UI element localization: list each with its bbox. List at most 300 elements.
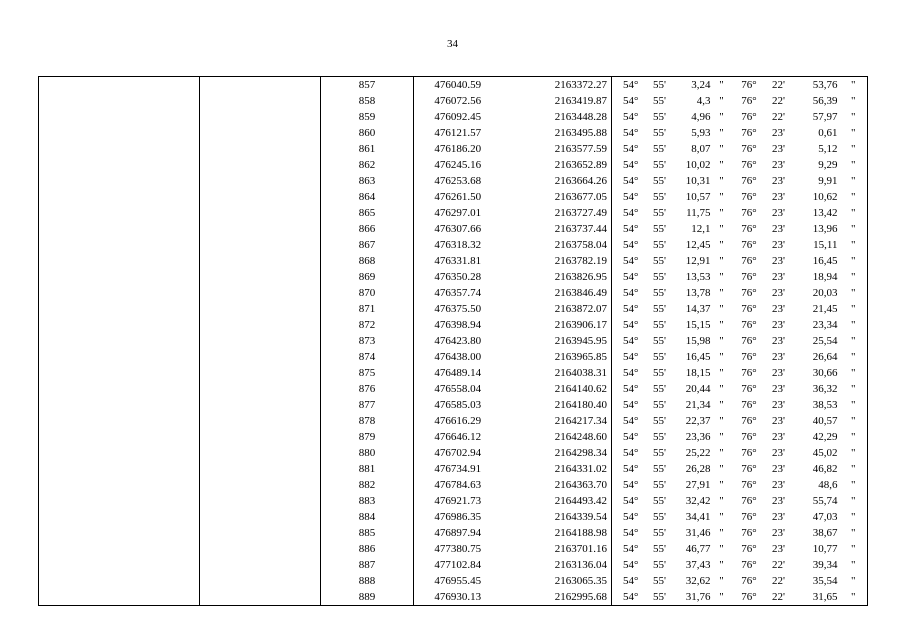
latitude-seconds-mark: ": [719, 271, 724, 283]
empty-cell: [200, 301, 321, 317]
latitude-seconds: 5,93: [691, 127, 711, 139]
y-coordinate: 2164339.54: [502, 509, 612, 525]
latitude-degrees: 54°: [623, 463, 639, 475]
x-coordinate: 476121.57: [434, 127, 482, 139]
longitude-minutes: 22': [772, 575, 785, 587]
longitude-seconds: 13,96: [812, 223, 838, 235]
longitude-degrees: 76°: [741, 527, 757, 539]
point-number: 888: [321, 573, 414, 589]
x-coordinate: 476350.28: [434, 271, 482, 283]
y-coordinate: 2164188.98: [502, 525, 612, 541]
longitude-minutes: 22': [772, 111, 785, 123]
longitude-seconds: 38,67: [812, 527, 838, 539]
latitude-minutes: 55': [653, 575, 666, 587]
latitude-degrees: 54°: [623, 207, 639, 219]
longitude-seconds: 38,53: [812, 399, 838, 411]
latitude-minutes: 55': [653, 351, 666, 363]
y-coordinate: 2162995.68: [502, 589, 612, 606]
longitude-minutes: 23': [772, 191, 785, 203]
latitude-degrees: 54°: [623, 255, 639, 267]
y-coordinate: 2164363.70: [502, 477, 612, 493]
latitude-seconds: 12,91: [685, 255, 711, 267]
latitude-seconds: 32,42: [685, 495, 711, 507]
longitude-degrees: 76°: [741, 495, 757, 507]
longitude-minutes: 23': [772, 319, 785, 331]
longitude-degrees: 76°: [741, 223, 757, 235]
empty-cell: [39, 109, 200, 125]
table-row: [39, 509, 868, 525]
y-coordinate: 2163758.04: [502, 237, 612, 253]
longitude-seconds-mark: ": [840, 541, 868, 557]
empty-cell: [200, 317, 321, 333]
latitude-seconds-mark: ": [719, 575, 724, 587]
empty-cell: [200, 509, 321, 525]
longitude-seconds-mark: ": [840, 381, 868, 397]
y-coordinate: 2163701.16: [502, 541, 612, 557]
point-number: 878: [321, 413, 414, 429]
empty-cell: [200, 525, 321, 541]
empty-cell: [200, 333, 321, 349]
y-coordinate: 2163577.59: [502, 141, 612, 157]
empty-cell: [39, 541, 200, 557]
longitude-seconds: 25,54: [812, 335, 838, 347]
y-coordinate: 2163846.49: [502, 285, 612, 301]
longitude-minutes: 23': [772, 303, 785, 315]
latitude-minutes: 55': [653, 447, 666, 459]
longitude-seconds: 18,94: [812, 271, 838, 283]
latitude-degrees: 54°: [623, 431, 639, 443]
longitude-degrees: 76°: [731, 589, 768, 606]
empty-cell: [39, 205, 200, 221]
empty-cell: [39, 141, 200, 157]
point-number: 875: [321, 365, 414, 381]
longitude-seconds-mark: ": [840, 317, 868, 333]
table-row: [39, 125, 868, 141]
latitude-seconds: 10,02: [685, 159, 711, 171]
empty-cell: [39, 477, 200, 493]
longitude-seconds: 30,66: [812, 367, 838, 379]
longitude-seconds-mark: ": [840, 93, 868, 109]
latitude-seconds-mark: ": [719, 191, 724, 203]
longitude-minutes: 23': [772, 127, 785, 139]
longitude-seconds-mark: ": [840, 477, 868, 493]
longitude-seconds-mark: ": [840, 397, 868, 413]
x-coordinate: 476331.81: [434, 255, 482, 267]
empty-cell: [200, 573, 321, 589]
y-coordinate: 2163826.95: [502, 269, 612, 285]
longitude-seconds: 9,29: [818, 159, 838, 171]
latitude-seconds-mark: ": [719, 383, 724, 395]
table-row: [39, 333, 868, 349]
empty-cell: [39, 557, 200, 573]
empty-cell: [39, 509, 200, 525]
y-coordinate: 2164493.42: [502, 493, 612, 509]
longitude-degrees: 76°: [741, 463, 757, 475]
latitude-minutes: 55': [653, 127, 666, 139]
longitude-seconds-mark: ": [840, 333, 868, 349]
latitude-seconds: 15,15: [685, 319, 711, 331]
longitude-seconds: 47,03: [812, 511, 838, 523]
latitude-minutes: 55': [653, 255, 666, 267]
longitude-seconds-mark: ": [840, 189, 868, 205]
latitude-seconds-mark: ": [719, 527, 724, 539]
empty-cell: [200, 189, 321, 205]
latitude-degrees: 54°: [623, 95, 639, 107]
x-coordinate: 476784.63: [434, 479, 482, 491]
empty-cell: [39, 445, 200, 461]
latitude-minutes: 55': [653, 399, 666, 411]
longitude-seconds: 13,42: [812, 207, 838, 219]
empty-cell: [39, 125, 200, 141]
y-coordinate: 2163372.27: [502, 77, 612, 94]
latitude-seconds-mark: ": [719, 543, 724, 555]
latitude-seconds: 15,98: [685, 335, 711, 347]
empty-cell: [39, 573, 200, 589]
point-number: 886: [321, 541, 414, 557]
latitude-minutes: 55': [650, 589, 670, 606]
longitude-seconds-mark: ": [840, 349, 868, 365]
longitude-degrees: 76°: [741, 159, 757, 171]
latitude-minutes: 55': [653, 479, 666, 491]
longitude-seconds-mark: ": [840, 493, 868, 509]
latitude-minutes: 55': [653, 463, 666, 475]
longitude-minutes: 22': [768, 77, 790, 94]
empty-cell: [200, 125, 321, 141]
point-number: 870: [321, 285, 414, 301]
table-row: [39, 349, 868, 365]
latitude-minutes: 55': [653, 111, 666, 123]
y-coordinate: 2164038.31: [502, 365, 612, 381]
longitude-seconds: 20,03: [812, 287, 838, 299]
longitude-seconds: 56,39: [812, 95, 838, 107]
longitude-degrees: 76°: [741, 335, 757, 347]
point-number: 871: [321, 301, 414, 317]
y-coordinate: 2164331.02: [502, 461, 612, 477]
x-coordinate: 476921.73: [434, 495, 482, 507]
longitude-degrees: 76°: [741, 319, 757, 331]
y-coordinate: 2163664.26: [502, 173, 612, 189]
y-coordinate: 2163448.28: [502, 109, 612, 125]
point-number: 882: [321, 477, 414, 493]
longitude-degrees: 76°: [741, 399, 757, 411]
y-coordinate: 2163495.88: [502, 125, 612, 141]
longitude-seconds-mark: ": [840, 301, 868, 317]
latitude-seconds-mark: ": [719, 351, 724, 363]
point-number: 885: [321, 525, 414, 541]
table-row: [39, 573, 868, 589]
latitude-degrees: 54°: [623, 543, 639, 555]
latitude-degrees: 54°: [623, 223, 639, 235]
x-coordinate: 476986.35: [434, 511, 482, 523]
longitude-seconds: 5,12: [818, 143, 838, 155]
latitude-minutes: 55': [653, 223, 666, 235]
longitude-minutes: 23': [772, 399, 785, 411]
latitude-seconds-mark: ": [719, 335, 724, 347]
latitude-minutes: 55': [653, 191, 666, 203]
longitude-degrees: 76°: [741, 575, 757, 587]
table-row: [39, 397, 868, 413]
empty-cell: [200, 77, 321, 94]
longitude-degrees: 76°: [741, 303, 757, 315]
latitude-seconds-mark: ": [719, 111, 724, 123]
point-number: 863: [321, 173, 414, 189]
longitude-degrees: 76°: [741, 143, 757, 155]
latitude-seconds-mark: ": [719, 399, 724, 411]
latitude-seconds: 32,62: [685, 575, 711, 587]
x-coordinate: 476558.04: [434, 383, 482, 395]
empty-cell: [200, 461, 321, 477]
longitude-minutes: 23': [772, 287, 785, 299]
longitude-degrees: 76°: [741, 447, 757, 459]
empty-cell: [200, 157, 321, 173]
latitude-degrees: 54°: [623, 239, 639, 251]
longitude-degrees: 76°: [741, 287, 757, 299]
x-coordinate: 476186.20: [434, 143, 482, 155]
latitude-seconds-mark: ": [719, 303, 724, 315]
point-number: 883: [321, 493, 414, 509]
empty-cell: [39, 493, 200, 509]
longitude-seconds: 10,77: [812, 543, 838, 555]
empty-cell: [39, 365, 200, 381]
latitude-degrees: 54°: [623, 511, 639, 523]
point-number: 868: [321, 253, 414, 269]
table-row: [39, 429, 868, 445]
latitude-degrees: 54°: [623, 287, 639, 299]
x-coordinate: 476297.01: [434, 207, 482, 219]
longitude-degrees: 76°: [741, 191, 757, 203]
y-coordinate: 2163737.44: [502, 221, 612, 237]
latitude-degrees: 54°: [623, 495, 639, 507]
longitude-seconds-mark: ": [840, 141, 868, 157]
longitude-minutes: 23': [772, 223, 785, 235]
empty-cell: [200, 365, 321, 381]
table-row: [39, 589, 868, 606]
y-coordinate: 2163872.07: [502, 301, 612, 317]
point-number: 880: [321, 445, 414, 461]
longitude-minutes: 23': [772, 479, 785, 491]
x-coordinate: 476072.56: [434, 95, 482, 107]
longitude-degrees: 76°: [741, 207, 757, 219]
longitude-degrees: 76°: [741, 415, 757, 427]
latitude-minutes: 55': [653, 239, 666, 251]
latitude-seconds: 13,53: [685, 271, 711, 283]
longitude-seconds-mark: ": [840, 557, 868, 573]
latitude-degrees: 54°: [623, 143, 639, 155]
empty-cell: [200, 93, 321, 109]
table-row: [39, 493, 868, 509]
table-row: [39, 189, 868, 205]
table-row: [39, 237, 868, 253]
empty-cell: [39, 429, 200, 445]
longitude-minutes: 23': [772, 351, 785, 363]
latitude-seconds: 37,43: [685, 559, 711, 571]
latitude-seconds: 11,75: [686, 207, 711, 219]
empty-cell: [200, 429, 321, 445]
longitude-degrees: 76°: [741, 127, 757, 139]
empty-cell: [200, 221, 321, 237]
latitude-seconds-mark: ": [719, 479, 724, 491]
longitude-seconds: 31,65: [790, 589, 840, 606]
point-number: 861: [321, 141, 414, 157]
x-coordinate: 476955.45: [434, 575, 482, 587]
latitude-degrees: 54°: [623, 175, 639, 187]
point-number: 887: [321, 557, 414, 573]
x-coordinate: 476261.50: [434, 191, 482, 203]
longitude-seconds-mark: ": [840, 269, 868, 285]
latitude-degrees: 54°: [623, 479, 639, 491]
latitude-seconds: 20,44: [685, 383, 711, 395]
point-number: 862: [321, 157, 414, 173]
empty-cell: [39, 221, 200, 237]
latitude-seconds-mark: ": [719, 415, 724, 427]
longitude-seconds-mark: ": [840, 125, 868, 141]
x-coordinate: 476423.80: [434, 335, 482, 347]
longitude-seconds-mark: ": [840, 205, 868, 221]
longitude-seconds: 46,82: [812, 463, 838, 475]
empty-cell: [200, 397, 321, 413]
latitude-minutes: 55': [653, 383, 666, 395]
latitude-minutes: 55': [653, 559, 666, 571]
longitude-seconds-mark: ": [840, 237, 868, 253]
latitude-degrees: 54°: [623, 127, 639, 139]
latitude-seconds: 12,45: [685, 239, 711, 251]
longitude-minutes: 23': [772, 367, 785, 379]
coordinates-table: [38, 76, 868, 606]
longitude-seconds-mark: ": [840, 109, 868, 125]
latitude-seconds-mark: ": [719, 239, 724, 251]
latitude-seconds: 8,07: [691, 143, 711, 155]
longitude-minutes: 23': [772, 143, 785, 155]
latitude-minutes: 55': [650, 77, 670, 94]
longitude-seconds: 15,11: [813, 239, 838, 251]
longitude-degrees: 76°: [741, 255, 757, 267]
latitude-seconds: 12,1: [691, 223, 711, 235]
latitude-seconds-mark: ": [719, 463, 724, 475]
table-row: [39, 365, 868, 381]
latitude-seconds: 34,41: [685, 511, 711, 523]
longitude-minutes: 23': [772, 415, 785, 427]
x-coordinate: 476489.14: [434, 367, 482, 379]
latitude-degrees: 54°: [623, 527, 639, 539]
longitude-seconds: 35,54: [812, 575, 838, 587]
table-row: [39, 269, 868, 285]
x-coordinate: 476734.91: [434, 463, 482, 475]
latitude-seconds-mark: ": [719, 367, 724, 379]
table-row: [39, 93, 868, 109]
empty-cell: [39, 285, 200, 301]
table-row: [39, 381, 868, 397]
longitude-minutes: 23': [772, 447, 785, 459]
table-row: [39, 253, 868, 269]
longitude-degrees: 76°: [741, 383, 757, 395]
x-coordinate: 476897.94: [434, 527, 482, 539]
latitude-seconds-mark: ": [719, 175, 724, 187]
latitude-degrees: 54°: [623, 399, 639, 411]
x-coordinate: 476318.32: [434, 239, 482, 251]
latitude-seconds: 21,34: [685, 399, 711, 411]
longitude-degrees: 76°: [741, 239, 757, 251]
longitude-minutes: 23': [772, 239, 785, 251]
x-coordinate: 477102.84: [434, 559, 482, 571]
table-row: [39, 157, 868, 173]
latitude-minutes: 55': [653, 543, 666, 555]
longitude-seconds: 9,91: [818, 175, 838, 187]
latitude-seconds: 26,28: [685, 463, 711, 475]
latitude-degrees: 54°: [623, 159, 639, 171]
empty-cell: [200, 557, 321, 573]
longitude-seconds-mark: ": [840, 445, 868, 461]
longitude-minutes: 23': [772, 495, 785, 507]
latitude-minutes: 55': [653, 335, 666, 347]
longitude-seconds-mark: ": [840, 77, 868, 94]
longitude-seconds-mark: ": [840, 221, 868, 237]
latitude-minutes: 55': [653, 175, 666, 187]
empty-cell: [39, 349, 200, 365]
latitude-seconds: 4,96: [691, 111, 711, 123]
x-coordinate: 477380.75: [434, 543, 482, 555]
longitude-minutes: 22': [772, 95, 785, 107]
x-coordinate: 476307.66: [434, 223, 482, 235]
latitude-seconds-mark: ": [719, 207, 724, 219]
empty-cell: [200, 413, 321, 429]
longitude-degrees: 76°: [741, 111, 757, 123]
table-row: [39, 541, 868, 557]
y-coordinate: 2163652.89: [502, 157, 612, 173]
longitude-seconds-mark: ": [840, 525, 868, 541]
point-number: 866: [321, 221, 414, 237]
point-number: 881: [321, 461, 414, 477]
table-row: [39, 445, 868, 461]
empty-cell: [39, 589, 200, 606]
y-coordinate: 2163419.87: [502, 93, 612, 109]
empty-cell: [200, 109, 321, 125]
latitude-minutes: 55': [653, 495, 666, 507]
latitude-seconds-mark: ": [719, 143, 724, 155]
point-number: 877: [321, 397, 414, 413]
longitude-seconds-mark: ": [840, 589, 868, 606]
empty-cell: [200, 141, 321, 157]
longitude-seconds: 40,57: [812, 415, 838, 427]
latitude-degrees: 54°: [623, 303, 639, 315]
latitude-degrees: 54°: [623, 351, 639, 363]
latitude-seconds: 10,57: [685, 191, 711, 203]
longitude-seconds-mark: ": [840, 157, 868, 173]
page-number: 34: [447, 38, 458, 50]
longitude-degrees: 76°: [741, 351, 757, 363]
latitude-seconds-mark: ": [719, 127, 724, 139]
latitude-seconds: 31,76: [670, 589, 713, 606]
point-number: 860: [321, 125, 414, 141]
latitude-degrees: 54°: [623, 335, 639, 347]
y-coordinate: 2163065.35: [502, 573, 612, 589]
longitude-minutes: 23': [772, 175, 785, 187]
table-row: [39, 317, 868, 333]
x-coordinate: 476930.13: [414, 589, 502, 606]
latitude-seconds: 3,24: [670, 77, 713, 94]
empty-cell: [39, 77, 200, 94]
empty-cell: [200, 173, 321, 189]
table-row: [39, 301, 868, 317]
longitude-seconds-mark: ": [840, 461, 868, 477]
longitude-minutes: 23': [772, 255, 785, 267]
latitude-seconds: 4,3: [696, 95, 711, 107]
y-coordinate: 2163965.85: [502, 349, 612, 365]
y-coordinate: 2163136.04: [502, 557, 612, 573]
y-coordinate: 2163945.95: [502, 333, 612, 349]
empty-cell: [200, 493, 321, 509]
longitude-degrees: 76°: [741, 95, 757, 107]
table-row: [39, 413, 868, 429]
